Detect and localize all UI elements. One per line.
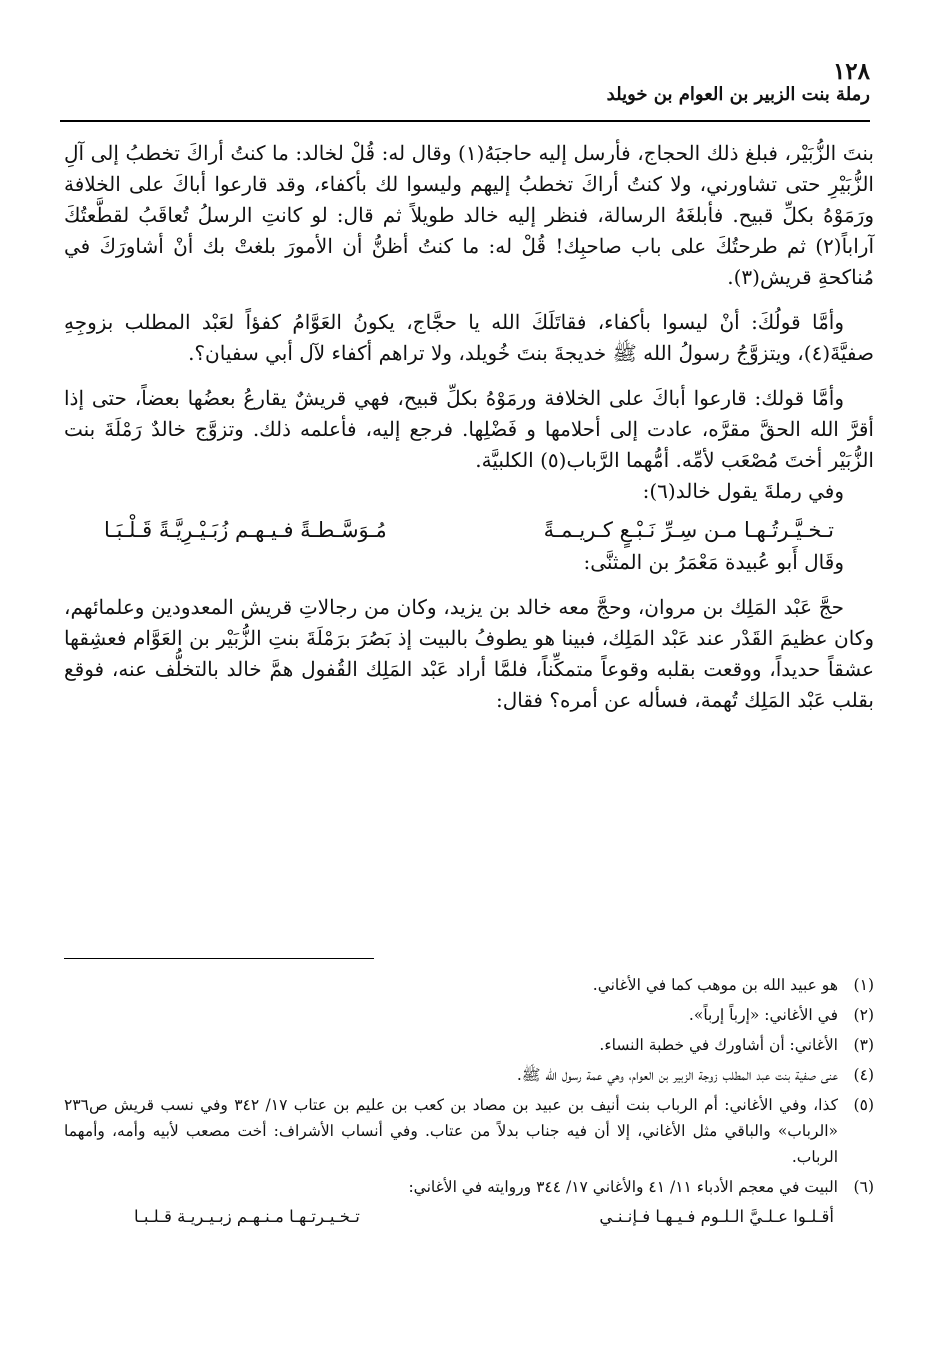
main-text <box>64 138 874 716</box>
footnote-item <box>64 1174 874 1200</box>
running-title: رملة بنت الزبير بن العوام بن خويلد <box>606 84 870 105</box>
footnote-text: الأغاني: أن أشاورك في خطبة النساء. <box>599 1036 838 1054</box>
page-number: ١٢٨ <box>832 58 870 85</box>
paragraph-6: حجَّ عَبْد المَلِك بن مروان، وحجَّ معه خالد بن يزيد، وكان من رجالاتِ قريش المعدودين وعلمائهم، وكان عظيمَ القَدْر عند عَبْد المَلِك، فبينا هو يطوفُ بالبيت إذ بَصُرَ برَمْلَةَ بنتِ الزُّبَيْر بن العَوَّام فعشِقها عشقاً حديداً، ووقعت بقلبه وقوعاً متمكِّناً، فلمَّا أراد عَبْد المَلِك القُفول همَّ خالد بالتخلُّف عنه، فوقع بقلب عَبْد المَلِك تُهمة، فسأله عن أمره؟ فقال: <box>64 595 874 712</box>
footnote-number: (٣) <box>853 1036 874 1054</box>
footnote-verse <box>134 1204 834 1230</box>
page-header <box>60 58 870 120</box>
header-rule <box>60 120 870 122</box>
footnote-text: هو عبيد الله بن موهب كما في الأغاني. <box>592 976 838 994</box>
footnote-number: (٥) <box>853 1096 874 1114</box>
paragraph-1: بنتَ الزُّبَيْر، فبلغ ذلك الحجاج، فأرسل إليه حاجبَهُ(١) وقال له: قُلْ لخالد: ما كنتُ أراكَ تخطبُ إلى آلِ الزُّبَيْرِ حتى تشاورني، ولا كنتُ أراكَ تخطبُ إليهم وليسوا لك بأكفاء، وقد قارعوا أباكَ على الخلافة ورَمَوْهُ بكلِّ قبيح. فأبلغَهُ الرسالة، فنظر إليه خالد طويلاً ثم قال: لو كانتِ الرسلُ تُعاقَبُ لقطَّعتُكَ آراباً(٢) ثم طرحتُكَ على باب صاحبِك! قُلْ له: ما كنتُ أظنُّ أن الأمورَ بلغتْ بك أنْ أشاورَكَ في مُناكحةِ قريش(٣). <box>64 141 875 289</box>
paragraph-3: وأمَّا قولك: قارعوا أباكَ على الخلافة ورمَوْهُ بكلِّ قبيح، فهي قريشٌ يقارعُ بعضُها بعضاً، حتى إذا أقرَّ الله الحقَّ مقرَّه، عادت إلى أحلامها و فَضْلِها. فرجع إليه، فأعلمه ذلك. وتزوَّج خالدٌ رَمْلَةَ بنت الزُّبَيْر أختَ مُصْعَب لأمِّه. أمُّهما الرَّباب(٥) الكلبيَّة. <box>64 386 874 472</box>
paragraph-2: وأمَّا قولُكَ: أنْ ليسوا بأكفاء، فقاتَلَكَ الله يا حجَّاج، يكونُ العَوَّامُ كفؤاً لعَبْد المطلب بزوجِهِ صفيَّةَ(٤)، ويتزوَّجُ رسولُ الله ﷺ خديجةَ بنتَ خُويلد، ولا تراهم أكفاء لآل أبي سفيان؟. <box>64 310 874 365</box>
footnote-text: عنى صفية بنت عبد المطلب زوجة الزبير بن العوام، وهي عمة رسول الله ﷺ. <box>516 1066 838 1084</box>
footnote-separator <box>64 958 374 959</box>
footnotes <box>64 972 874 1230</box>
footnote-item <box>64 1002 874 1028</box>
footnote-text: كذا، وفي الأغاني: أم الرباب بنت أنيف بن عبيد بن مصاد بن كعب بن عليم بن عتاب ١٧/ ٣٤٢ وفي نسب قريش ص٢٣٦ «الرباب» والباقي مثل الأغاني، إلا أن فيه جناب بدلاً من عتاب. وفي أنساب الأشراف: أخت مصعب لأبيه وأمه، وأمهما الرباب. <box>64 1096 838 1166</box>
verse-second-hemistich: مُـوَسَّـطـةً فـيـهـم زُبَـيْـرِيَّـةً قَـلْـبَـا <box>104 518 387 542</box>
footnote-item <box>64 1032 874 1058</box>
paragraph-5: وقَال أَبو عُبيدة مَعْمَرُ بن المثنَّى: <box>583 550 844 574</box>
footnote-text: في الأغاني: «إرباً إرباً». <box>688 1006 838 1024</box>
paragraph-4: وفي رملةَ يقول خالد(٦): <box>642 479 844 503</box>
footnote-number: (٤) <box>853 1066 874 1084</box>
footnote-number: (٦) <box>853 1178 874 1196</box>
poem-verse <box>104 513 834 547</box>
footnote-item <box>64 972 874 998</box>
footnote-text: البيت في معجم الأدباء ١١/ ٤١ والأغاني ١٧/ ٣٤٤ وروايته في الأغاني: <box>408 1178 838 1196</box>
footnote-verse-second-hemistich: تـخـيـرتـهـا مـنـهـم زبـيـريـة قـلـبـا <box>134 1207 360 1226</box>
footnote-verse-first-hemistich: أقـلـوا عـلـيَّ الـلـوم فـيـهـا فـإنـنـي <box>599 1207 834 1226</box>
footnote-item <box>64 1062 874 1088</box>
footnote-number: (٢) <box>853 1006 874 1024</box>
footnote-number: (١) <box>853 976 874 994</box>
verse-first-hemistich: تـخـيَّـرتُـهـا مـن سِـرِّ نَـبْـعٍ كـريـمـةً <box>543 518 834 542</box>
footnote-item <box>64 1092 874 1170</box>
